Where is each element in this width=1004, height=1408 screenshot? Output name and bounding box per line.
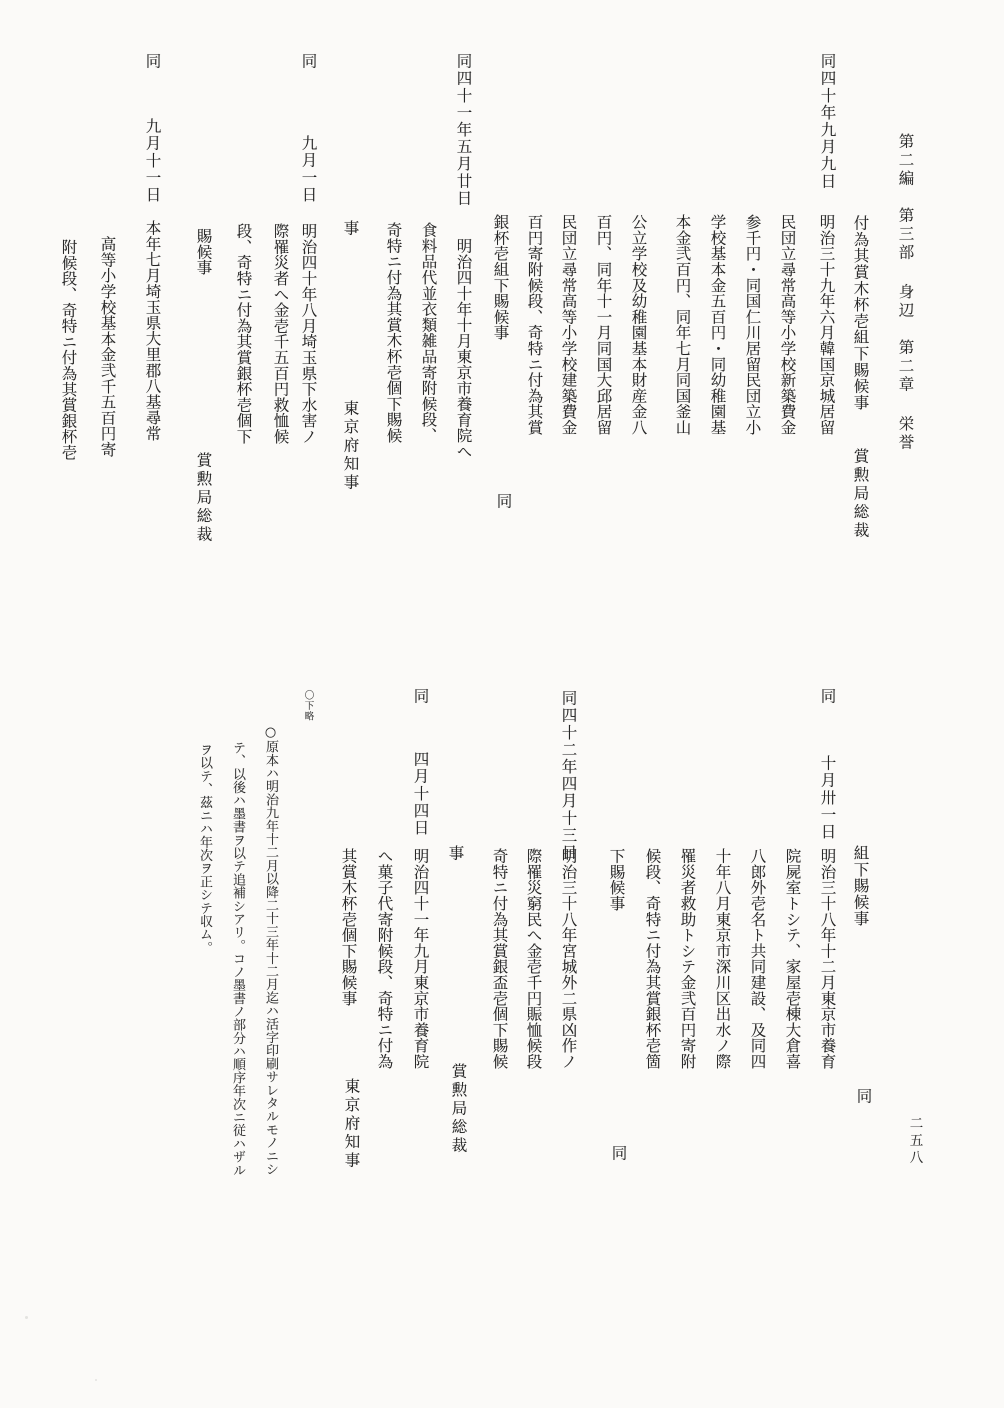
entry-body: 明治四十年十月東京市養育院へ [454, 238, 473, 460]
attribution: 賞勲局総裁 [851, 448, 870, 541]
attribution: 同 [854, 1088, 873, 1107]
page-number: 二五八 [906, 1116, 923, 1167]
attribution: 賞勲局総裁 [194, 452, 213, 545]
entry-body: 際罹災者へ金壱千五百円救恤候 [271, 223, 290, 445]
entry-body: 参千円・同国仁川居留民団立小 [743, 214, 762, 436]
entry-body: 百円寄附候段、奇特ニ付為其賞 [525, 214, 544, 436]
entry-body: 奇特ニ付為其賞銀盃壱個下賜候 [490, 848, 509, 1070]
entry-body: 罹災者救助トシテ金弐百円寄附 [678, 848, 697, 1070]
entry-body: 民団立尋常高等小学校新築費金 [778, 214, 797, 436]
entry-body: 銀杯壱組下賜候事 [491, 214, 510, 341]
entry-body: 院屍室トシテ、家屋壱棟大倉喜 [783, 848, 802, 1070]
entry-body: 八郎外壱名ト共同建設、及同四 [748, 848, 767, 1070]
entry-body: 明治四十一年九月東京市養育院 [411, 848, 430, 1070]
scan-speckle [25, 1316, 28, 1319]
entry-date: 同 [299, 53, 318, 71]
entry-body: 事 [446, 845, 465, 861]
entry-body: 明治三十八年十二月東京市養育 [818, 848, 837, 1070]
entry-body: 公立学校及幼稚園基本財産金八 [629, 214, 648, 436]
entry-body: 本年七月埼玉県大里郡八基尋常 [143, 220, 162, 442]
entry-date: 四月十四日 [411, 751, 430, 837]
entry-body: 学校基本金五百円・同幼稚園基 [708, 214, 727, 436]
attribution: 東京府知事 [341, 400, 360, 493]
entry-body: 際罹災窮民へ金壱千円賑恤候段 [524, 848, 543, 1070]
editorial-note: ヲ以テ、茲ニハ年次ヲ正シテ収ム。 [197, 743, 212, 955]
entry-tail: 組下賜候事 [851, 845, 870, 927]
entry-date: 同四十二年四月十三日 [559, 690, 578, 861]
entry-body: 高等小学校基本金弐千五百円寄 [98, 236, 117, 458]
attribution: 東京府知事 [342, 1078, 361, 1171]
attribution: 賞勲局総裁 [449, 1063, 468, 1156]
entry-body: 附候段、奇特ニ付為其賞銀杯壱 [59, 239, 78, 461]
entry-date: 同 [411, 688, 430, 706]
entry-body: 十年八月東京市深川区出水ノ際 [713, 848, 732, 1070]
entry-body: 奇特ニ付為其賞木杯壱個下賜候 [384, 222, 403, 444]
attribution: 同 [609, 1145, 628, 1164]
entry-date: 同 [143, 53, 162, 71]
entry-body: 其賞木杯壱個下賜候事 [339, 848, 358, 1006]
entry-body: 事 [341, 220, 360, 236]
entry-date: 九月一日 [299, 135, 318, 204]
entry-body: 明治三十九年六月韓国京城居留 [817, 214, 836, 436]
entry-body: 明治三十八年宮城外二県凶作ノ [559, 848, 578, 1070]
entry-body: 候段、奇特ニ付為其賞銀杯壱箇 [643, 848, 662, 1070]
entry-body: 百円、同年十一月同国大邱居留 [594, 214, 613, 436]
entry-date: 同 [818, 688, 837, 706]
entry-body: 明治四十年八月埼玉県下水害ノ [299, 223, 318, 445]
entry-body: 賜候事 [194, 228, 213, 276]
entry-body: 段、奇特ニ付為其賞銀杯壱個下 [234, 223, 253, 445]
entry-body: 下賜候事 [607, 848, 626, 912]
entry-body: へ菓子代寄附候段、奇特ニ付為 [375, 848, 394, 1070]
entry-date: 九月十一日 [143, 118, 162, 204]
entry-date: 十月卅一日 [818, 755, 837, 841]
editorial-note: テ、以後ハ墨書ヲ以テ追補シアリ。コノ墨書ノ部分ハ順序年次ニ従ハザル [230, 741, 245, 1177]
scan-speckle [95, 1379, 97, 1381]
entry-body: 食料品代並衣類雑品寄附候段、 [419, 222, 438, 444]
entry-date: 同四十年九月九日 [818, 53, 837, 190]
attribution: 同 [494, 493, 513, 512]
running-header: 第二編 第三部 身辺 第二章 栄誉 [896, 133, 915, 453]
entry-tail: 付為其賞木杯壱組下賜候事 [851, 215, 870, 411]
entry-date: 同四十一年五月廿日 [454, 53, 473, 207]
entry-body: 民団立尋常高等小学校建築費金 [559, 214, 578, 436]
editorial-note: ○原本ハ明治九年十二月以降二十三年十二月迄ハ活字印刷サレタルモノニシ [263, 725, 278, 1176]
editorial-mark: 〇下略 [302, 690, 314, 722]
entry-body: 本金弐百円、同年七月同国釜山 [673, 214, 692, 436]
